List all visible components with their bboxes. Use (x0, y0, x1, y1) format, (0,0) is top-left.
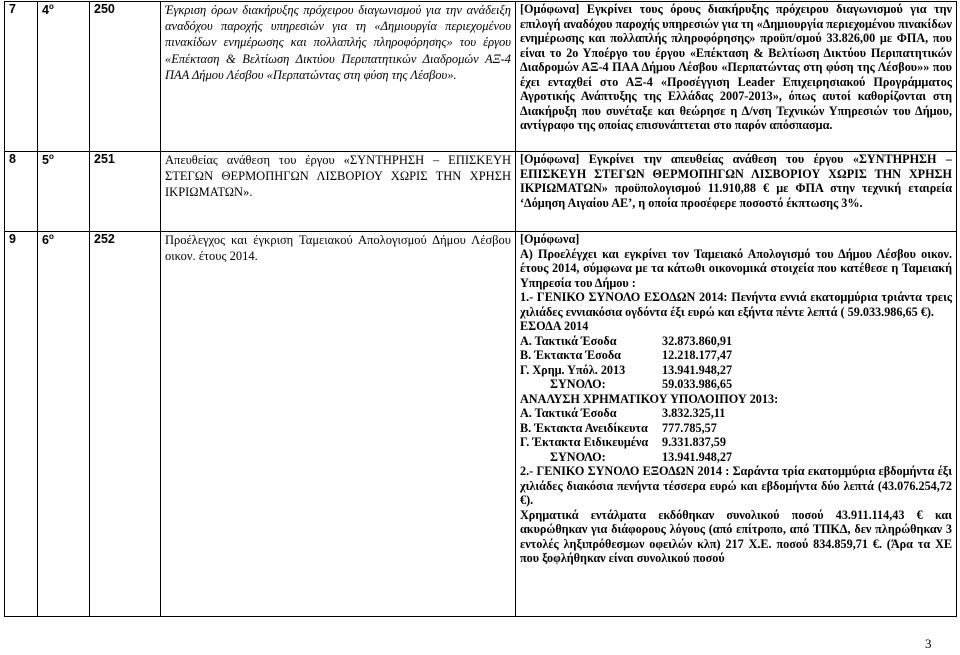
balance-total: ΣΥΝΟΛΟ: 13.941.948,27 (550, 449, 733, 464)
item-subject: Απευθείας ανάθεση του έργου «ΣΥΝΤΗΡΗΣΗ – ΕΠΙΣΚΕΥΗ ΣΤΕΓΩΝ ΘΕΡΜΟΠΗΓΩΝ ΛΙΣΒΟΡΙΟΥ ΧΩΡΙΣ ΤΗΝ ΧΡΗΣΗ ΙΚΡΙΩΜΑΤΩΝ». (161, 152, 516, 232)
decision-code: 251 (90, 152, 161, 232)
revenue-line: Γ. Χρημ. Υπόλ. 2013 13.941.948,27 (520, 362, 733, 377)
decision-para-3: Χρηματικά εντάλματα εκδόθηκαν συνολικού ποσού 43.911.114,43 € και ακυρώθηκαν για διάφορους λόγους (από επίτροπο, από ΤΠΚΔ, δεν πληρώθηκαν 3 εντολές ληξιπρόθεσμων οφειλών κλπ) 217 Χ.Ε. ποσού 834.859,71 €. (Άρα τα ΧΕ που ξοφλήθηκαν είναι συνολικού ποσού (520, 507, 952, 565)
agenda-item-number: $6^o$ (38, 232, 90, 617)
revenue-line: Α. Τακτικά Έσοδα 32.873.860,91 (520, 333, 733, 348)
item-decision: [Ομόφωνα] Εγκρίνει την απευθείας ανάθεση του έργου «ΣΥΝΤΗΡΗΣΗ – ΕΠΙΣΚΕΥΗ ΣΤΕΓΩΝ ΘΕΡΜΟΠΗΓΩΝ ΛΙΣΒΟΡΙΟΥ ΧΩΡΙΣ ΤΗΝ ΧΡΗΣΗ ΙΚΡΙΩΜΑΤΩΝ» προϋπολογισμού 11.910,88 € με ΦΠΑ στην τεχνική εταιρεία ‘Δόμηση Αιγαίου ΑΕ’, η οποία προσέφερε ποσοστό έκπτωσης 3%. (516, 152, 957, 232)
minutes-table (4, 1, 957, 617)
revenue-line: Β. Έκτακτα Έσοδα 12.218.177,47 (520, 348, 733, 362)
table-row (5, 232, 957, 617)
agenda-item-number: $5^o$ (38, 152, 90, 232)
analysis-heading: ΑΝΑΛΥΣΗ ΧΡΗΜΑΤΙΚΟΥ ΥΠΟΛΟΙΠΟΥ 2013: (520, 391, 779, 406)
row-number: 8 (5, 152, 38, 232)
revenue-total: ΣΥΝΟΛΟ: 59.033.986,65 (550, 377, 733, 391)
balance-line: Α. Τακτικά Έσοδα 3.832.325,11 (520, 406, 726, 420)
table-row (5, 2, 957, 152)
decision-para-2: 2.- ΓΕΝΙΚΟ ΣΥΝΟΛΟ ΕΞΟΔΩΝ 2014 : Σαράντα τρία εκατομμύρια εβδομήντα έξι χιλιάδες διακόσια πενήντα τέσσερα ευρώ και εβδομήντα δύο λεπτά (43.076.254,72 €). (520, 464, 952, 507)
decision-code: 250 (90, 2, 161, 152)
balance-line: Β. Έκτακτα Ανειδίκευτα 777.785,57 (520, 420, 717, 435)
row-number: 9 (5, 232, 38, 617)
decision-para-a: Α) Προελέγχει και εγκρίνει τον Ταμειακό Απολογισμό του Δήμου Λέσβου οικον. έτους 2014, σύμφωνα με τα κάτωθι οικονομικά στοιχεία που κατέθεσε η Ταμειακή Υπηρεσία του Δήμου : (520, 246, 952, 290)
table-row (5, 152, 957, 232)
decision-head: [Ομόφωνα] (520, 232, 580, 246)
agenda-item-number: $4^o$ (38, 2, 90, 152)
item-decision (516, 232, 957, 617)
decision-code: 252 (90, 232, 161, 617)
item-subject: Προέλεγχος και έγκριση Ταμειακού Απολογισμού Δήμου Λέσβου οικον. έτους 2014. (161, 232, 516, 617)
item-decision: [Ομόφωνα] Εγκρίνει τους όρους διακήρυξης πρόχειρου διαγωνισμού για την επιλογή αναδόχου παροχής υπηρεσιών για τη «Δημιουργία περιεχομένου πινακίδων ενημέρωσης και πολλαπλής πληροφόρησης» προϋπ/σμού 33.826,00 με ΦΠΑ, που είναι το 2ο Υποέργο του έργου «Επέκταση & Βελτίωση Δικτύου Περιπατητικών Διαδρομών ΑΞ-4 ΠΑΑ Δήμου Λέσβου «Περπατώντας στη φύση της Λέσβου»» που έχει ενταχθεί στο ΑΞ-4 «Προσέγγιση Leader Επιχειρησιακού Προγράμματος Αγροτικής Ανάπτυξης της Ελλάδας 2007-2013», όπως αυτοί καθορίζονται στη Διακήρυξη που συνέταξε και θεώρησε η Δ/νση Τεχνικών Υπηρεσιών του Δήμου, αντίγραφο της οποίας επισυνάπτεται στο παρόν απόσπασμα. (516, 2, 957, 152)
decision-para-1: 1.- ΓΕΝΙΚΟ ΣΥΝΟΛΟ ΕΣΟΔΩΝ 2014: Πενήντα εννιά εκατομμύρια τριάντα τρεις χιλιάδες εννιακόσια ογδόντα έξι ευρώ και εξήντα πέντε λεπτά ( 59.033.986,65 €). (520, 290, 952, 319)
revenue-heading: ΕΣΟΔΑ 2014 (520, 319, 589, 333)
balance-line: Γ. Έκτακτα Ειδικευμένα 9.331.837,59 (520, 435, 726, 449)
item-subject: Έγκριση όρων διακήρυξης πρόχειρου διαγωνισμού για την ανάδειξη αναδόχου παροχής υπηρεσιών για τη «Δημιουργία περιεχομένου πινακίδων ενημέρωσης και πολλαπλής πληροφόρησης» του έργου «Επέκταση & Βελτίωση Δικτύου Περιπατητικών Διαδρομών ΑΞ-4 ΠΑΑ Δήμου Λέσβου «Περπατώντας στη φύση της Λέσβου». (161, 2, 516, 152)
row-number: 7 (5, 2, 38, 152)
page-number: 3 (925, 636, 932, 651)
